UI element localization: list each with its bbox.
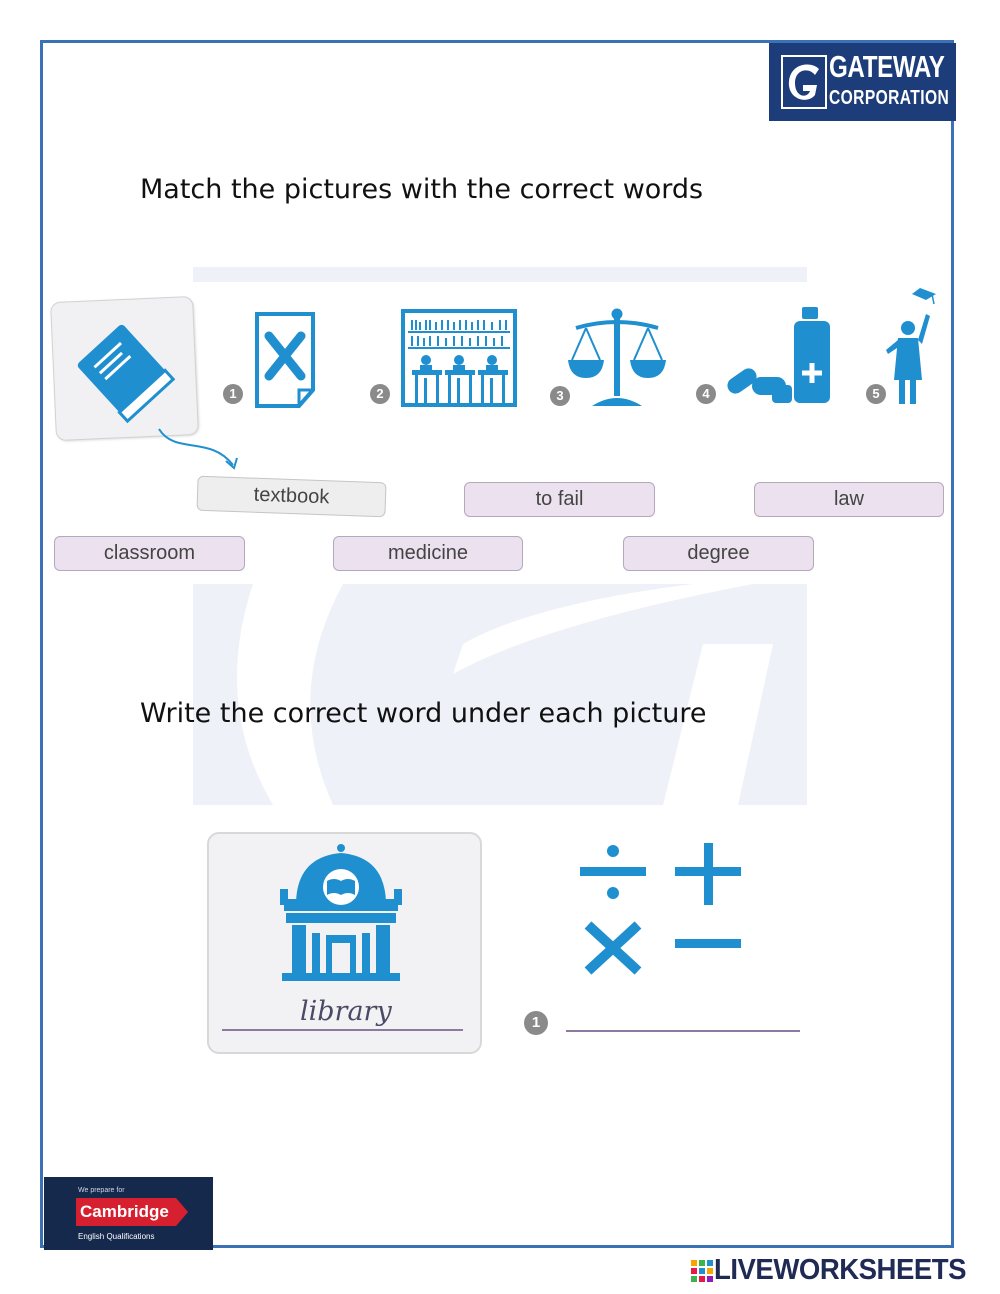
library-icon <box>280 843 402 983</box>
number-5: 5 <box>866 384 886 404</box>
example-answer-line <box>222 1029 463 1031</box>
section1-heading: Match the pictures with the correct words <box>140 174 704 205</box>
math-operations-icon <box>576 843 746 977</box>
cambridge-badge <box>44 1177 213 1250</box>
number-3: 3 <box>550 386 570 406</box>
watermark-g-icon <box>193 584 807 805</box>
word-chip[interactable]: degree <box>623 536 814 571</box>
cambridge-small-text: We prepare for <box>78 1187 125 1194</box>
number-4: 4 <box>696 384 716 404</box>
logo-line2: CORPORATION <box>829 87 950 109</box>
number-1: 1 <box>223 384 243 404</box>
gateway-logo <box>769 43 956 121</box>
cambridge-name: Cambridge <box>80 1202 169 1221</box>
liveworksheets-text: LIVEWORKSHEETS <box>714 1254 967 1286</box>
section2-heading: Write the correct word under each picture <box>140 698 707 729</box>
watermark-strip <box>193 267 807 282</box>
arrow-icon <box>155 425 245 475</box>
degree-graduate-icon <box>882 284 942 408</box>
textbook-icon <box>68 314 181 427</box>
number-2: 2 <box>370 384 390 404</box>
word-chip[interactable]: law <box>754 482 944 517</box>
word-chip[interactable]: to fail <box>464 482 655 517</box>
logo-line1: GATEWAY <box>829 49 945 84</box>
example-answer-word: library <box>300 996 392 1027</box>
cambridge-sub-text: English Qualifications <box>78 1232 155 1241</box>
law-scales-icon <box>566 306 668 408</box>
example-picture-card <box>50 296 199 441</box>
liveworksheets-logo-icon <box>690 1259 714 1283</box>
gateway-g-icon <box>781 55 827 109</box>
answer-number-1: 1 <box>524 1011 548 1035</box>
fail-paper-icon <box>253 310 317 410</box>
answer-input-line[interactable] <box>566 1030 800 1032</box>
classroom-icon <box>400 308 518 408</box>
word-chip-example[interactable]: textbook <box>196 476 386 518</box>
word-chip[interactable]: medicine <box>333 536 523 571</box>
medicine-icon <box>722 305 834 405</box>
word-chip[interactable]: classroom <box>54 536 245 571</box>
